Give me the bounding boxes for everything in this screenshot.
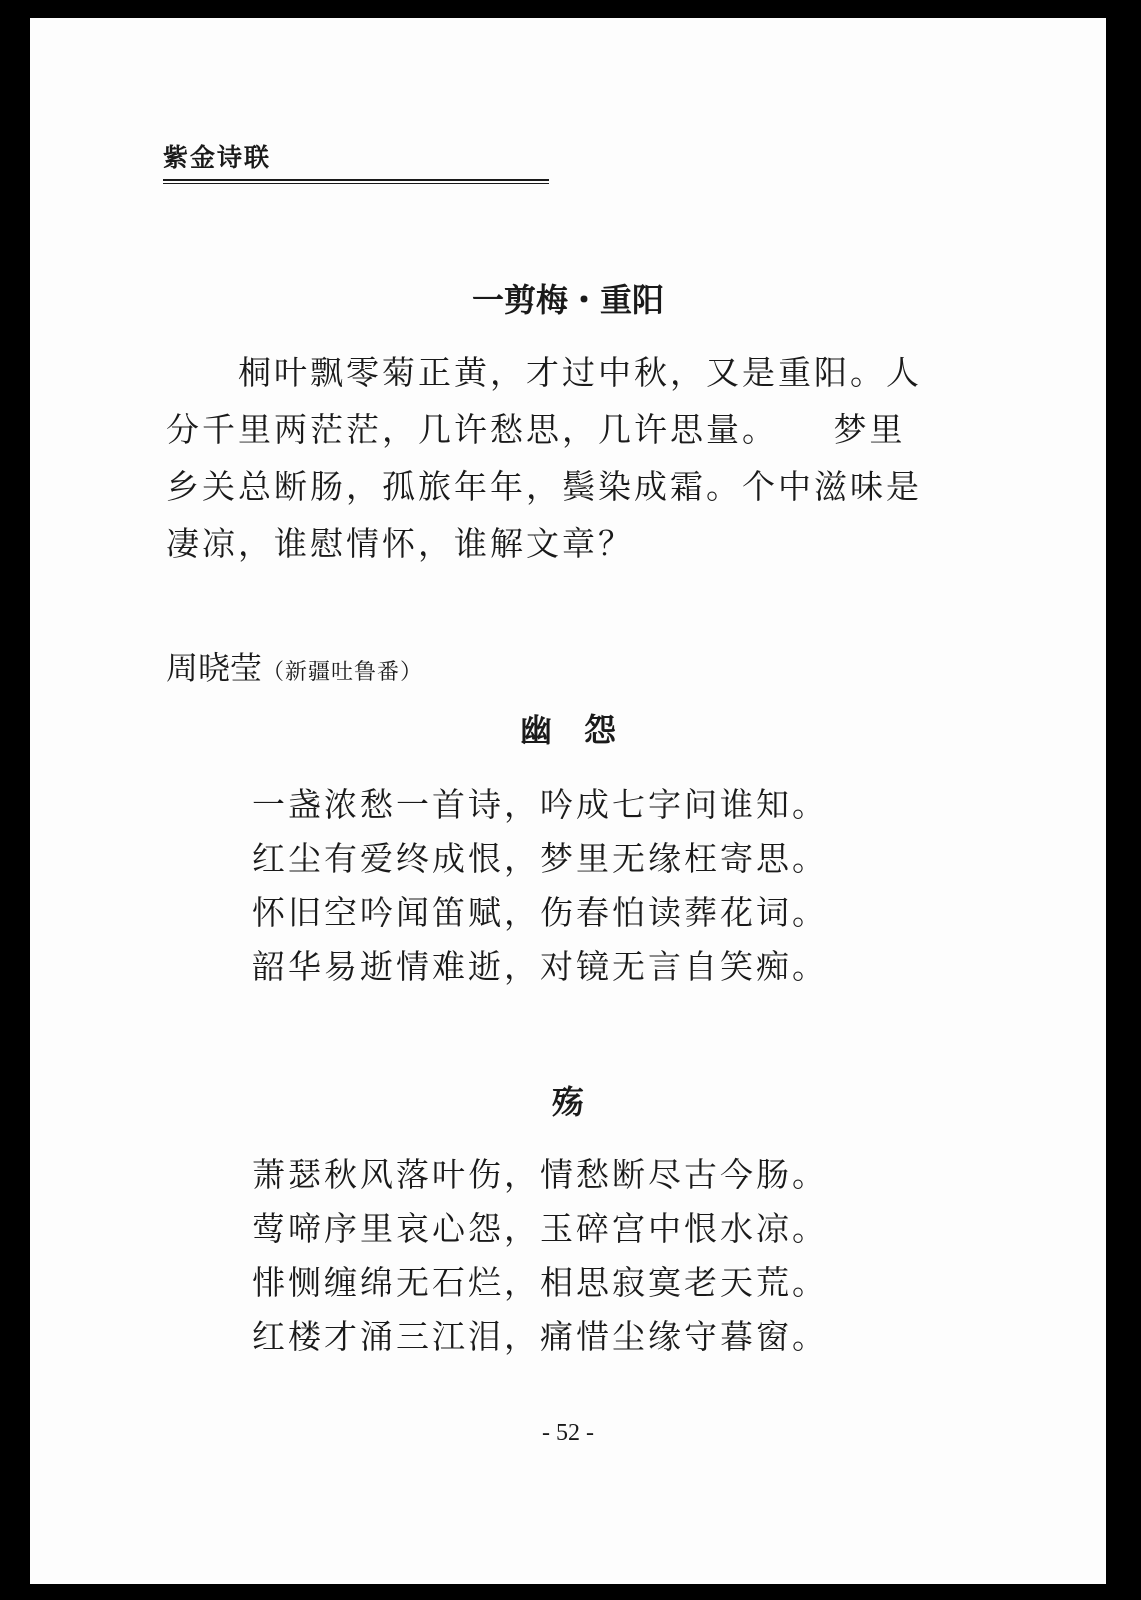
- header-rule-thick: [163, 179, 549, 181]
- poem-line: 一盏浓愁一首诗，吟成七字问谁知。: [252, 785, 828, 824]
- poem-body-youyuan: [252, 778, 828, 994]
- book-page: [30, 18, 1106, 1584]
- poem-line: 萧瑟秋风落叶伤，情愁断尽古今肠。: [252, 1155, 828, 1194]
- running-head: [163, 141, 549, 184]
- author-name: 周晓莹: [166, 649, 263, 687]
- header-rule-thin: [163, 183, 549, 184]
- poem-line: 红楼才涌三江泪，痛惜尘缘守暮窗。: [252, 1317, 828, 1356]
- poem-title-yijianmei: 一剪梅・重阳: [471, 281, 664, 319]
- author-line: [166, 648, 423, 693]
- page-number: - 52 -: [542, 1420, 594, 1446]
- poem-line: 悱恻缠绵无石烂，相思寂寞老天荒。: [252, 1263, 828, 1302]
- running-head-title: 紫金诗联: [163, 143, 272, 172]
- poem-line: 怀旧空吟闻笛赋，伤春怕读葬花词。: [252, 893, 828, 932]
- poem-line: 韶华易逝情难逝，对镜无言自笑痴。: [252, 947, 828, 986]
- poem-title-youyuan: 幽 怨: [519, 711, 616, 749]
- poem-body-yijianmei: 桐叶飘零菊正黄，才过中秋，又是重阳。人分千里两茫茫，几许愁思，几许思量。 梦里乡关总断肠，孤旅年年，鬓染成霜。个中滋味是凄凉，谁慰情怀，谁解文章？: [166, 353, 922, 563]
- poem-line: 红尘有爱终成恨，梦里无缘枉寄思。: [252, 839, 828, 878]
- poem-body-shang: [252, 1148, 828, 1364]
- author-origin: （新疆吐鲁番）: [262, 660, 424, 685]
- poem-title-shang: 殇: [551, 1083, 584, 1121]
- poem-line: 莺啼序里哀心怨，玉碎宫中恨水凉。: [252, 1209, 828, 1248]
